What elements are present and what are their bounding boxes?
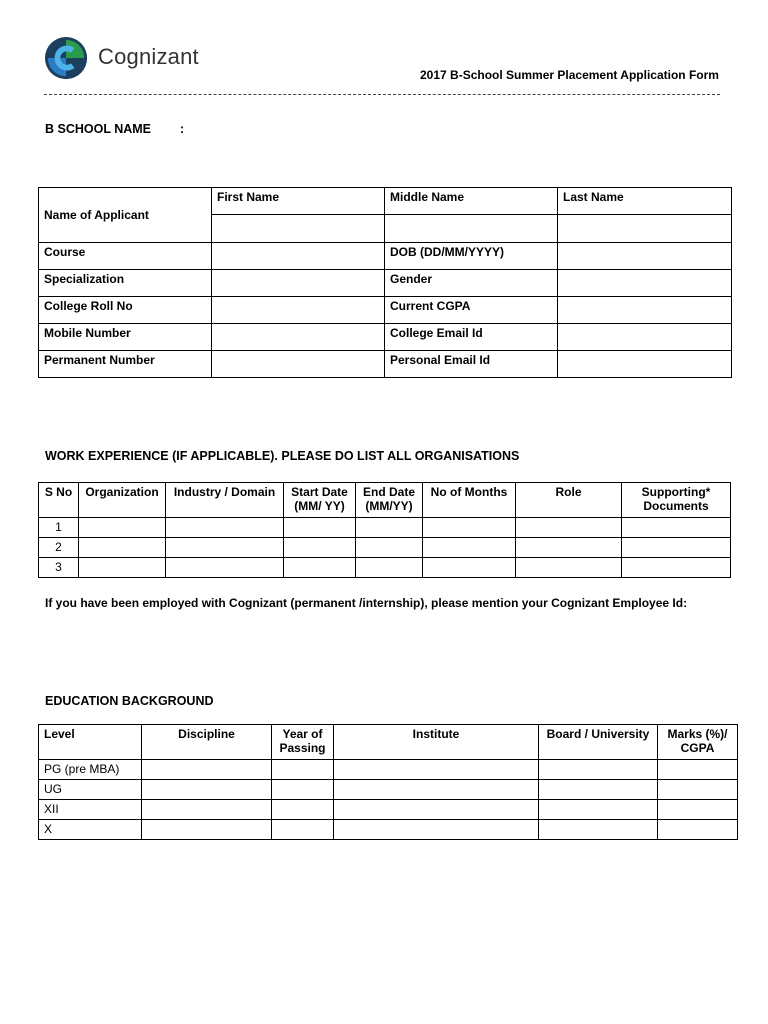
table-cell[interactable] — [142, 760, 272, 780]
level-label: UG — [39, 780, 142, 800]
first-name-header: First Name — [212, 188, 385, 215]
table-row — [39, 780, 738, 800]
personal-email-label: Personal Email Id — [385, 351, 558, 378]
col-board-university: Board / University — [539, 725, 658, 760]
table-cell[interactable] — [272, 820, 334, 840]
work-experience-table — [38, 482, 731, 578]
row-number: 3 — [39, 558, 79, 578]
col-supporting-documents: Supporting* Documents — [622, 483, 731, 518]
college-roll-field[interactable] — [212, 297, 385, 324]
table-cell[interactable] — [622, 518, 731, 538]
col-end-date: End Date (MM/YY) — [356, 483, 423, 518]
last-name-header: Last Name — [558, 188, 732, 215]
table-cell[interactable] — [272, 780, 334, 800]
current-cgpa-label: Current CGPA — [385, 297, 558, 324]
table-cell[interactable] — [539, 820, 658, 840]
table-cell[interactable] — [622, 538, 731, 558]
personal-email-field[interactable] — [558, 351, 732, 378]
table-cell[interactable] — [334, 800, 539, 820]
table-cell[interactable] — [516, 518, 622, 538]
table-row — [39, 558, 731, 578]
col-year-of-passing: Year of Passing — [272, 725, 334, 760]
col-discipline: Discipline — [142, 725, 272, 760]
col-industry-domain: Industry / Domain — [166, 483, 284, 518]
table-cell[interactable] — [516, 558, 622, 578]
specialization-label: Specialization — [39, 270, 212, 297]
table-row — [39, 820, 738, 840]
table-cell[interactable] — [272, 760, 334, 780]
specialization-field[interactable] — [212, 270, 385, 297]
table-cell[interactable] — [284, 558, 356, 578]
table-cell[interactable] — [423, 558, 516, 578]
table-cell[interactable] — [142, 780, 272, 800]
mobile-number-label: Mobile Number — [39, 324, 212, 351]
col-s-no: S No — [39, 483, 79, 518]
row-number: 2 — [39, 538, 79, 558]
table-cell[interactable] — [284, 518, 356, 538]
table-cell[interactable] — [284, 538, 356, 558]
dob-field[interactable] — [558, 243, 732, 270]
col-role: Role — [516, 483, 622, 518]
col-level: Level — [39, 725, 142, 760]
middle-name-header: Middle Name — [385, 188, 558, 215]
table-cell[interactable] — [658, 800, 738, 820]
table-cell[interactable] — [334, 820, 539, 840]
table-cell[interactable] — [622, 558, 731, 578]
college-roll-label: College Roll No — [39, 297, 212, 324]
row-number: 1 — [39, 518, 79, 538]
education-table — [38, 724, 738, 840]
table-cell[interactable] — [423, 518, 516, 538]
col-organization: Organization — [79, 483, 166, 518]
gender-label: Gender — [385, 270, 558, 297]
brand-name: Cognizant — [98, 44, 199, 69]
table-cell[interactable] — [658, 820, 738, 840]
table-cell[interactable] — [166, 558, 284, 578]
course-field[interactable] — [212, 243, 385, 270]
form-title: 2017 B-School Summer Placement Application Form — [420, 68, 719, 82]
table-cell[interactable] — [79, 518, 166, 538]
table-row — [39, 800, 738, 820]
table-cell[interactable] — [79, 558, 166, 578]
table-cell[interactable] — [334, 760, 539, 780]
table-cell[interactable] — [356, 558, 423, 578]
table-cell[interactable] — [658, 760, 738, 780]
table-cell[interactable] — [142, 800, 272, 820]
col-marks-cgpa: Marks (%)/ CGPA — [658, 725, 738, 760]
school-name-label: B SCHOOL NAME — [45, 122, 152, 136]
work-experience-heading: WORK EXPERIENCE (IF APPLICABLE). PLEASE DO LIST ALL ORGANISATIONS — [45, 449, 520, 463]
gender-field[interactable] — [558, 270, 732, 297]
table-cell[interactable] — [539, 800, 658, 820]
dob-label: DOB (DD/MM/YYYY) — [385, 243, 558, 270]
table-cell[interactable] — [142, 820, 272, 840]
col-institute: Institute — [334, 725, 539, 760]
last-name-field[interactable] — [558, 215, 732, 243]
level-label: XII — [39, 800, 142, 820]
table-cell[interactable] — [166, 538, 284, 558]
applicant-table — [38, 187, 732, 378]
college-email-field[interactable] — [558, 324, 732, 351]
table-cell[interactable] — [166, 518, 284, 538]
table-cell[interactable] — [516, 538, 622, 558]
cognizant-logo — [44, 36, 90, 82]
table-cell[interactable] — [334, 780, 539, 800]
table-row — [39, 538, 731, 558]
name-of-applicant-label: Name of Applicant — [39, 188, 212, 243]
col-start-date: Start Date (MM/ YY) — [284, 483, 356, 518]
table-cell[interactable] — [539, 760, 658, 780]
course-label: Course — [39, 243, 212, 270]
cognizant-employee-note: If you have been employed with Cognizant (permanent /internship), please mention your Cognizant Employee Id: — [45, 596, 688, 610]
middle-name-field[interactable] — [385, 215, 558, 243]
permanent-number-label: Permanent Number — [39, 351, 212, 378]
table-cell[interactable] — [356, 518, 423, 538]
table-row — [39, 760, 738, 780]
level-label: PG (pre MBA) — [39, 760, 142, 780]
current-cgpa-field[interactable] — [558, 297, 732, 324]
table-cell[interactable] — [423, 538, 516, 558]
permanent-number-field[interactable] — [212, 351, 385, 378]
table-cell[interactable] — [272, 800, 334, 820]
table-cell[interactable] — [79, 538, 166, 558]
table-cell[interactable] — [658, 780, 738, 800]
level-label: X — [39, 820, 142, 840]
college-email-label: College Email Id — [385, 324, 558, 351]
first-name-field[interactable] — [212, 215, 385, 243]
education-heading: EDUCATION BACKGROUND — [45, 694, 214, 708]
table-cell[interactable] — [539, 780, 658, 800]
school-name-colon: : — [180, 122, 185, 136]
table-cell[interactable] — [356, 538, 423, 558]
mobile-number-field[interactable] — [212, 324, 385, 351]
col-no-of-months: No of Months — [423, 483, 516, 518]
table-row — [39, 518, 731, 538]
header-divider — [44, 94, 720, 95]
